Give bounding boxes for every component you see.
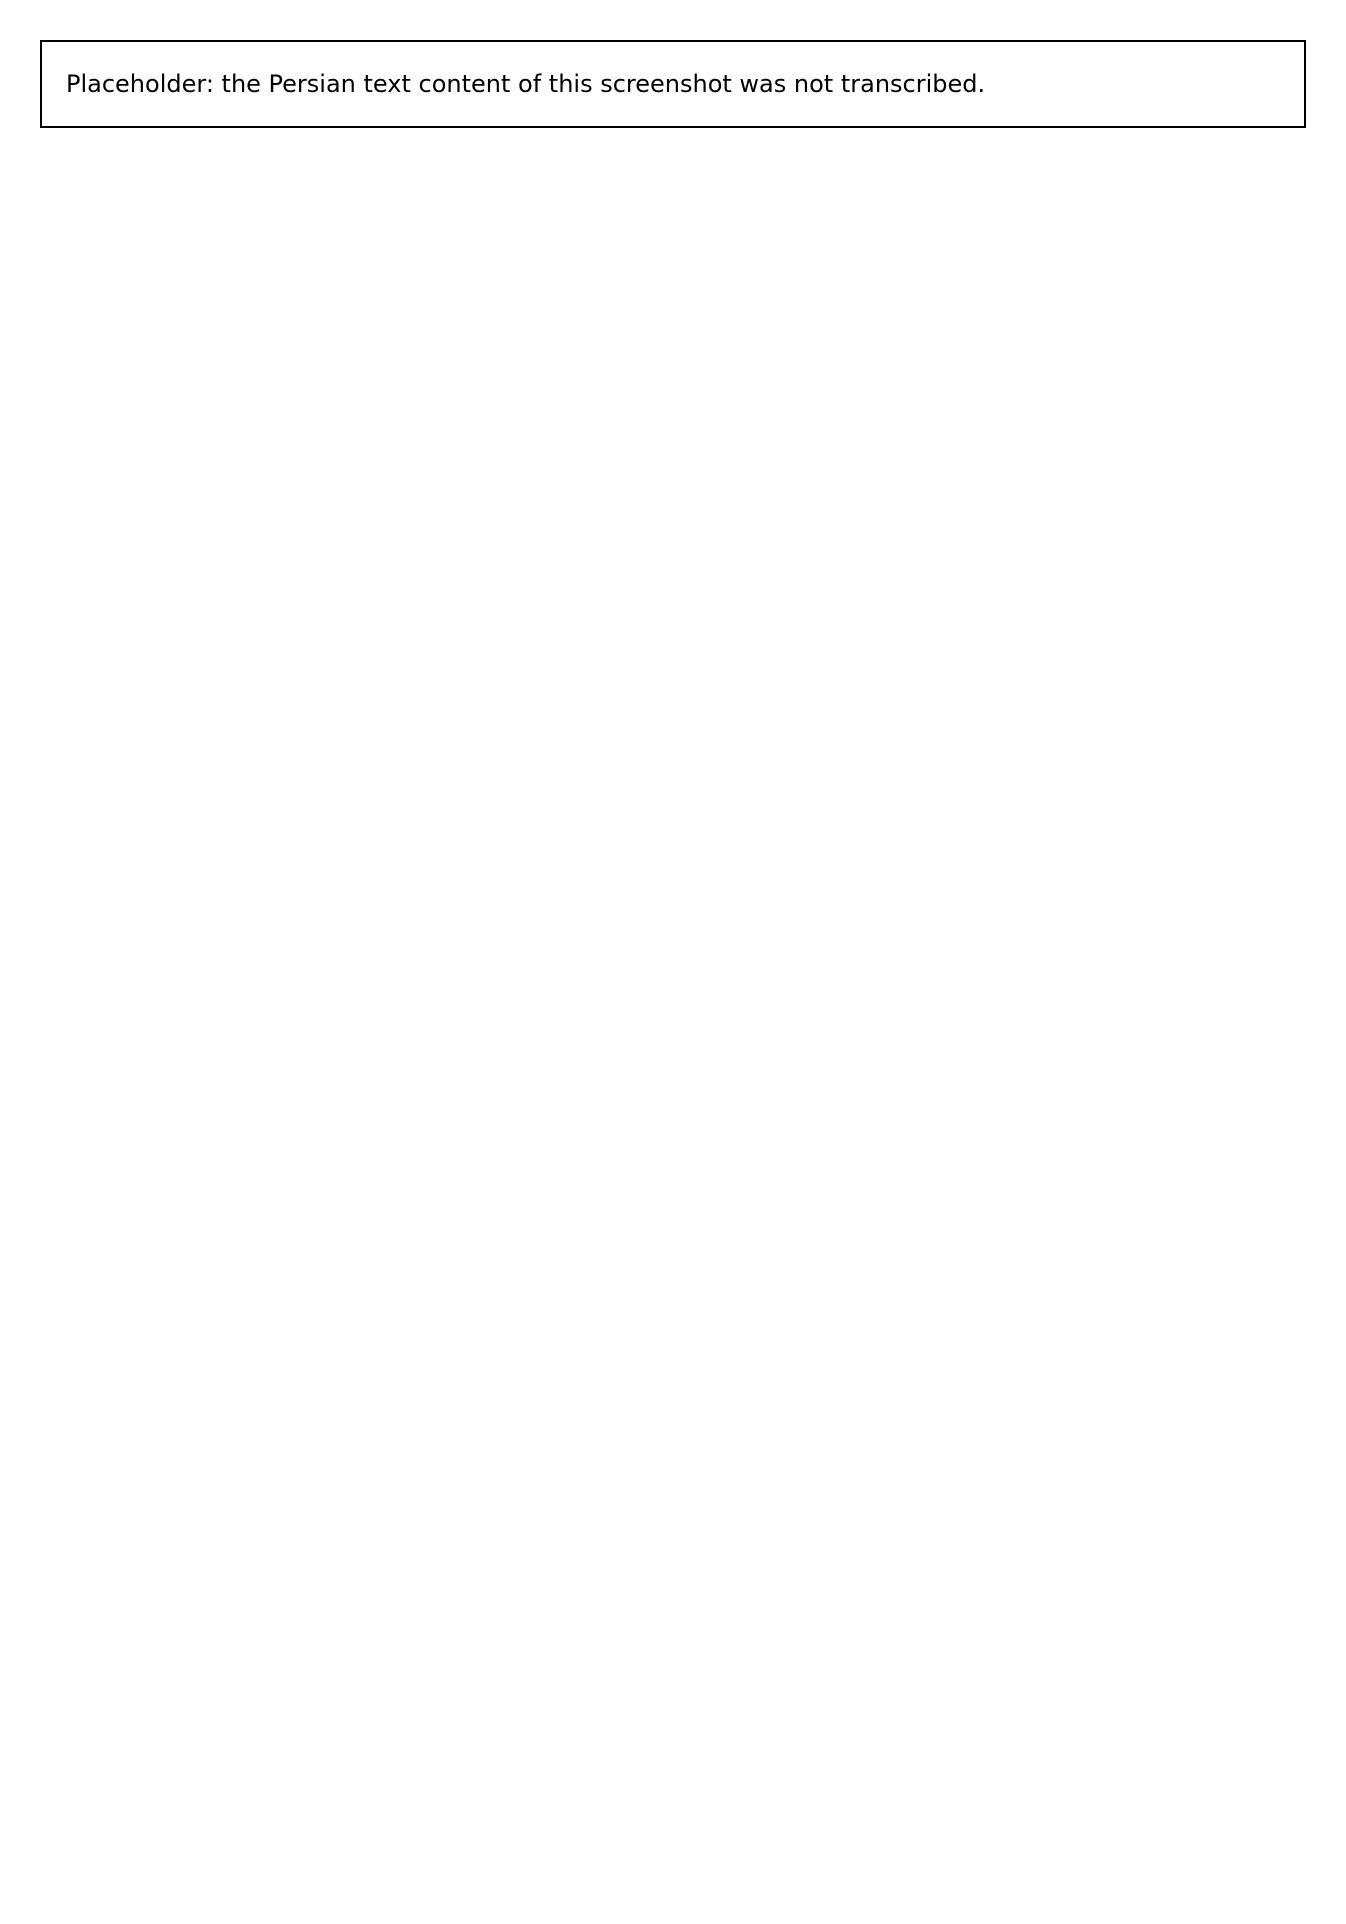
placeholder-note: Placeholder: the Persian text content of this screenshot was not transcribed.	[40, 40, 1306, 128]
